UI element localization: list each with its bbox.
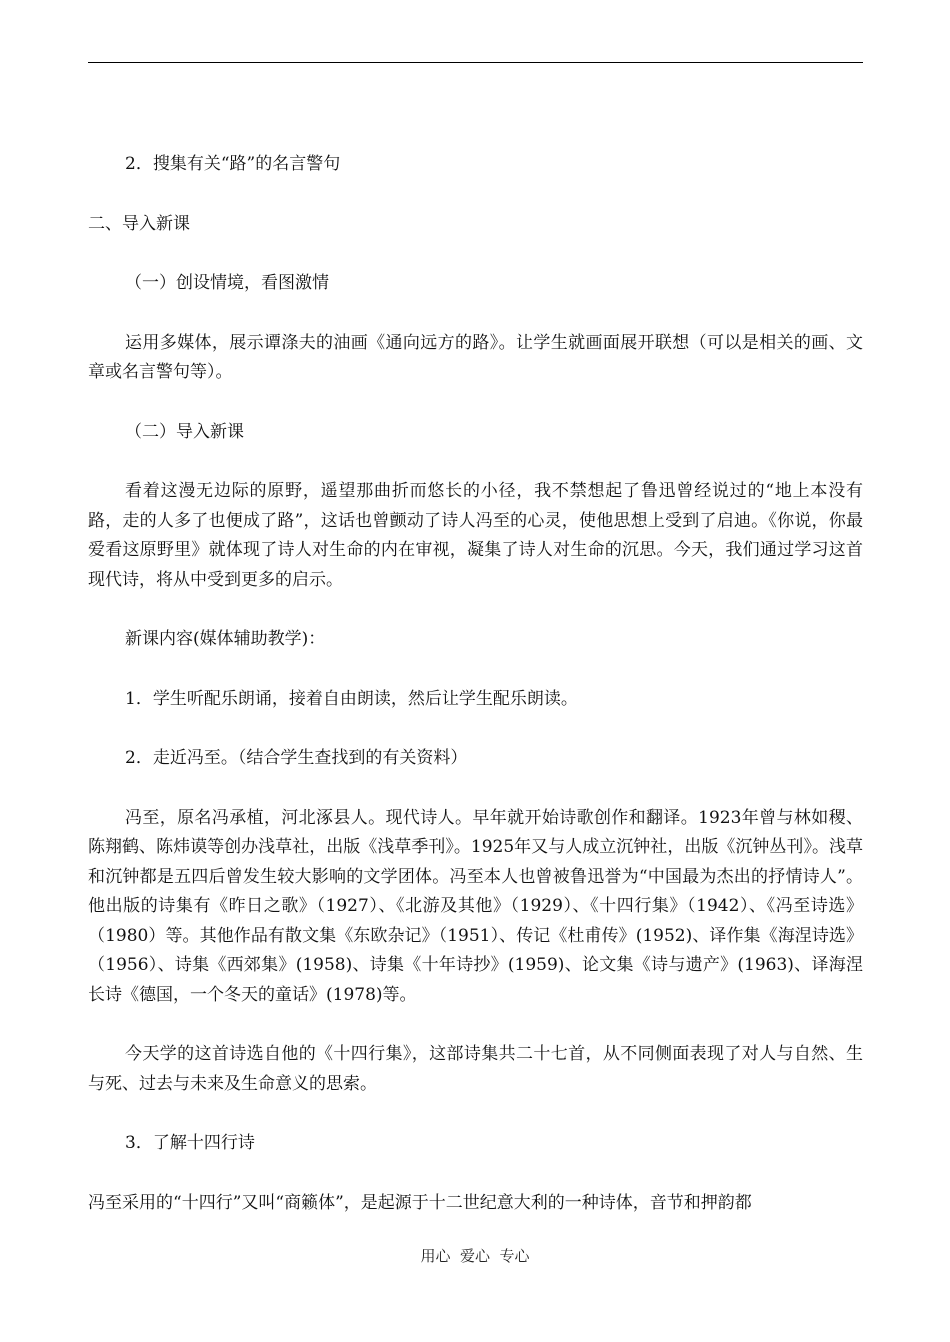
header-rule	[88, 62, 863, 63]
list-item-approach-author: 2．走近冯至。（结合学生查找到的有关资料）	[125, 748, 468, 768]
paragraph-intro-text: 看着这漫无边际的原野，遥望那曲折而悠长的小径，我不禁想起了鲁迅曾经说过的“地上本没有路，走的人多了也便成了路”，这话也曾颤动了诗人冯至的心灵，使他思想上受到了启迪。《你说，你最爱看这原野里》就体现了诗人对生命的内在审视，凝集了诗人对生命的沉思。今天，我们通过学习这首现代诗，将从中受到更多的启示。	[88, 481, 863, 590]
paragraph-author-bio: 冯至，原名冯承植，河北涿县人。现代诗人。早年就开始诗歌创作和翻译。1923年曾与林如稷、陈翔鹤、陈炜谟等创办浅草社，出版《浅草季刊》。1925年又与人成立沉钟社，出版《沉钟丛刊》。浅草和沉钟都是五四后曾发生较大影响的文学团体。冯至本人也曾被鲁迅誉为“中国最为杰出的抒情诗人”。他出版的诗集有《昨日之歌》（1927）、《北游及其他》（1929）、《十四行集》（1942）、《冯至诗选》（1980）等。其他作品有散文集《东欧杂记》（1951）、传记《杜甫传》(1952)、译作集《海涅诗选》（1956）、诗集《西郊集》(1958)、诗集《十年诗抄》(1959)、论文集《诗与遗产》(1963)、译海涅长诗《德国，一个冬天的童话》(1978)等。	[88, 807, 863, 1005]
list-item-collect-quotes: 2．搜集有关“路”的名言警句	[125, 154, 341, 174]
subsection-heading-new-lesson: （二）导入新课	[125, 421, 244, 442]
page-body	[88, 150, 863, 1248]
lesson-content-label: 新课内容(媒体辅助教学)：	[125, 629, 326, 649]
subsection-heading-scene: （一）创设情境，看图激情	[125, 273, 329, 293]
list-item-sonnet: 3．了解十四行诗	[125, 1133, 255, 1153]
section-heading-intro: 二、导入新课	[88, 213, 190, 234]
paragraph-sonnet-description: 冯至采用的“十四行”又叫“商籁体”，是起源于十二世纪意大利的一种诗体，音节和押韵都	[88, 1192, 752, 1213]
page-footer: 用心 爱心 专心	[420, 1247, 530, 1265]
paragraph-multimedia: 运用多媒体，展示谭涤夫的油画《通向远方的路》。让学生就画面展开联想（可以是相关的画、文章或名言警句等）。	[88, 332, 863, 382]
list-item-listen-read: 1．学生听配乐朗诵，接着自由朗读，然后让学生配乐朗读。	[125, 688, 578, 709]
paragraph-poem-source: 今天学的这首诗选自他的《十四行集》，这部诗集共二十七首，从不同侧面表现了对人与自然、生与死、过去与未来及生命意义的思索。	[88, 1044, 863, 1094]
